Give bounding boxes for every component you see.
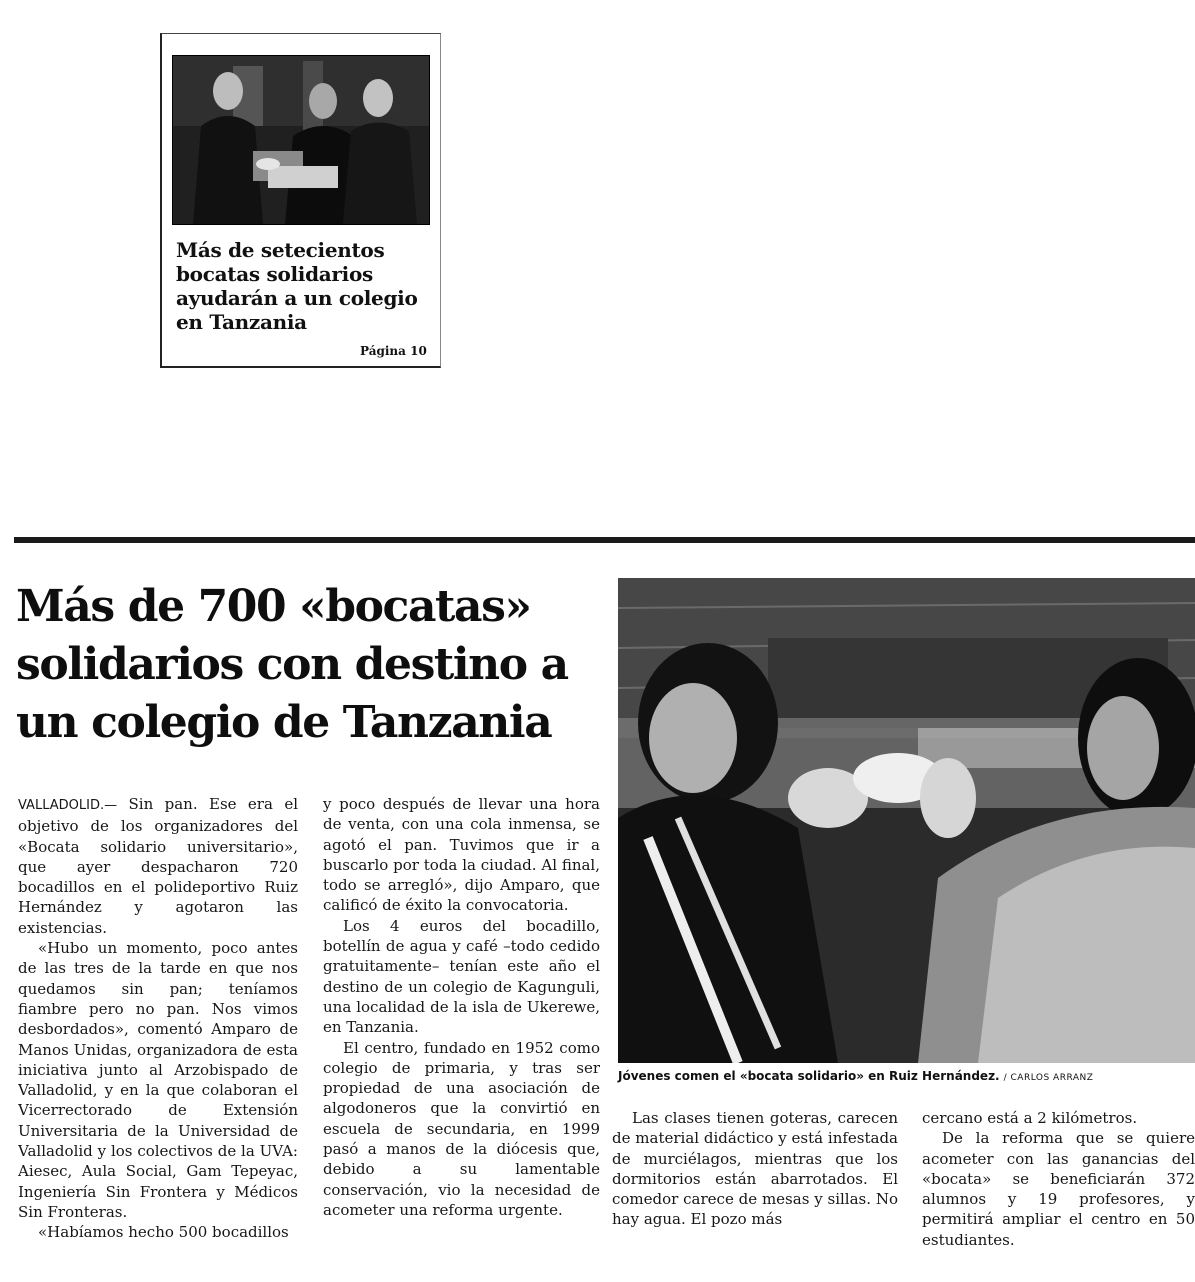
teaser-page-reference: Página 10 <box>360 344 427 358</box>
body-paragraph: cercano está a 2 kilómetros. <box>922 1109 1138 1127</box>
body-paragraph: Los 4 euros del bocadillo, botellín de agua y café –todo cedido gratuitamente– tenían este año el destino de un colegio de Kagunguli, una localidad de la isla de Ukerewe, en Tanzania. <box>323 916 600 1037</box>
section-rule <box>14 537 1195 543</box>
body-paragraph: Sin pan. Ese era el objetivo de los organizadores del «Bocata solidario universitario», que ayer despacharon 720 bocadillos en el polideportivo Ruiz Hernández y agotaron las existencias. <box>18 795 298 937</box>
article-column-2 <box>323 794 600 1244</box>
article-column-3 <box>612 1108 898 1268</box>
photo-caption: Jóvenes comen el «bocata solidario» en Ruiz Hernández. <box>618 1069 1000 1083</box>
photo-caption-line <box>618 1069 1195 1087</box>
body-paragraph: y poco después de llevar una hora de venta, con una cola inmensa, se agotó el pan. Tuvimos que ir a buscarlo por toda la ciudad. Al final, todo se arregló», dijo Amparo, que calificó de éxito la convocatoria. <box>323 795 600 915</box>
body-paragraph: De la reforma que se quiere acometer con las ganancias del «bocata» se beneficiarán 372 alumnos y 19 profesores, y permitirá ampliar el centro en 50 estudiantes. <box>922 1129 1195 1249</box>
article-photo <box>618 578 1195 1063</box>
dateline: VALLADOLID.— <box>18 798 118 813</box>
photo-credit: / CARLOS ARRANZ <box>1003 1073 1094 1083</box>
teaser-title: Más de setecientos bocatas solidarios ayudarán a un colegio en Tanzania <box>176 238 418 334</box>
body-paragraph: El centro, fundado en 1952 como colegio de primaria, y tras ser propiedad de una asociación de algodoneros que la convirtió en escuela de secundaria, en 1999 pasó a manos de la diócesis que, debido a su lamentable conservación, vio la necesidad de acometer una reforma urgente. <box>323 1038 600 1219</box>
article-column-1 <box>18 794 298 1244</box>
article-headline: Más de 700 «bocatas» solidarios con destino a un colegio de Tanzania <box>16 581 568 748</box>
body-paragraph: «Hubo un momento, poco antes de las tres de la tarde en que nos quedamos sin pan; teníamos fiambre pero no pan. Nos vimos desbordados», comentó Amparo de Manos Unidas, organizadora de esta iniciativa junto al Arzobispado de Valladolid, y en la que colaboran el Vicerrectorado de Extensión Universitaria de la Universidad de Valladolid y los colectivos de la UVA: Aiesec, Aula Social, Gam Tepeyac, Ingeniería Sin Frontera y Médicos Sin Fronteras. <box>18 939 298 1221</box>
article-column-4 <box>922 1108 1195 1268</box>
teaser-photo <box>172 55 430 225</box>
body-paragraph: Las clases tienen goteras, carecen de material didáctico y está infestada de murciélagos, mientras que los dormitorios están abarrotados. El comedor carece de mesas y sillas. No hay agua. El pozo más <box>612 1109 898 1229</box>
body-paragraph: «Habíamos hecho 500 bocadillos <box>38 1223 289 1242</box>
